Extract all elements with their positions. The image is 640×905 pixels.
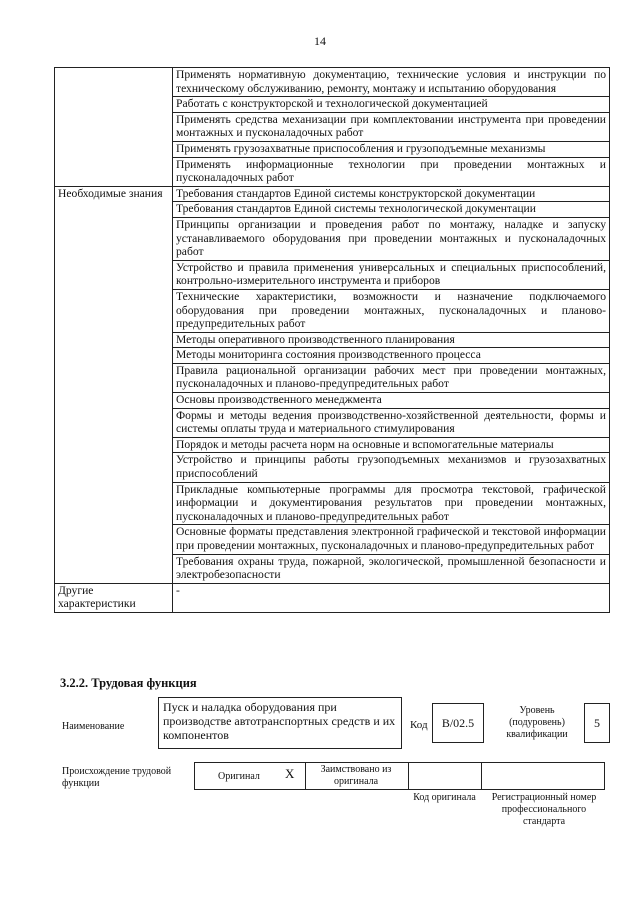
requirement-item: Формы и методы ведения производственно-хозяйственной деятельности, формы и системы оплаты труда и материального стимулирования	[173, 408, 610, 437]
requirement-item: -	[173, 583, 610, 612]
function-name-field: Пуск и наладка оборудования при производстве автотранспортных средств и их компонентов	[158, 697, 402, 749]
requirement-item: Основы производственного менеджмента	[173, 393, 610, 409]
row-category-label	[55, 68, 173, 187]
borrowed-label: Заимствовано из оригинала	[320, 764, 392, 787]
origin-label: Происхождение трудовой функции	[62, 766, 172, 789]
name-label: Наименование	[62, 721, 125, 732]
table-row	[55, 186, 610, 202]
origin-divider-3	[481, 762, 482, 790]
table-row	[55, 68, 610, 97]
row-category-label: Другие характеристики	[55, 583, 173, 612]
table-row	[55, 583, 610, 612]
page-number: 14	[314, 34, 326, 48]
requirement-item: Работать с конструкторской и технологической документацией	[173, 97, 610, 113]
requirement-item: Технические характеристики, возможности и назначение подключаемого оборудования при проведении монтажных, пусконаладочных и планово-предупредительных работ	[173, 289, 610, 332]
original-label: Оригинал	[218, 771, 260, 782]
code-label: Код	[410, 719, 428, 731]
requirement-item: Прикладные компьютерные программы для просмотра текстовой, графической информации и документирования результатов при проведении монтажных, пусконаладочных и планово-предупредительных работ	[173, 482, 610, 525]
requirement-item: Методы оперативного производственного планирования	[173, 332, 610, 348]
row-category-label: Необходимые знания	[55, 186, 173, 583]
requirement-item: Устройство и принципы работы грузоподъемных механизмов и грузозахватных приспособлений	[173, 453, 610, 482]
requirement-item: Требования охраны труда, пожарной, экологической, промышленной безопасности и электробезопасности	[173, 554, 610, 583]
qualification-level-label: Уровень (подуровень) квалификации	[506, 705, 568, 740]
requirement-item: Методы мониторинга состояния производственного процесса	[173, 348, 610, 364]
origin-divider-1	[305, 762, 306, 790]
qualification-level-field: 5	[584, 703, 610, 743]
requirement-item: Принципы организации и проведения работ по монтажу, наладке и запуску устанавливаемого оборудования при проведении монтажных и пусконаладочных работ	[173, 217, 610, 260]
requirement-item: Устройство и правила применения универсальных и специальных приспособлений, контрольно-измерительного инструмента и приборов	[173, 260, 610, 289]
requirement-item: Применять грузозахватные приспособления и грузоподъемные механизмы	[173, 141, 610, 157]
knowledge-skills-table	[54, 67, 610, 613]
requirement-item: Правила рациональной организации рабочих мест при проведении монтажных, пусконаладочных и планово-предупредительных работ	[173, 363, 610, 392]
original-mark: X	[285, 766, 295, 781]
requirement-item: Основные форматы представления электронной графической и текстовой информации при проведении монтажных, пусконаладочных и планово-предупредительных работ	[173, 525, 610, 554]
code-field: B/02.5	[432, 703, 484, 743]
requirement-item: Требования стандартов Единой системы конструкторской документации	[173, 186, 610, 202]
requirement-item: Применять средства механизации при комплектовании инструмента при проведении монтажных и пусконаладочных работ	[173, 112, 610, 141]
requirement-item: Применять информационные технологии при проведении монтажных и пусконаладочных работ	[173, 157, 610, 186]
reg-number-label: Регистрационный номер профессионального стандарта	[491, 792, 597, 827]
requirement-item: Порядок и методы расчета норм на основные и вспомогательные материалы	[173, 437, 610, 453]
requirement-item: Требования стандартов Единой системы технологической документации	[173, 202, 610, 218]
code-original-label: Код оригинала	[413, 792, 476, 803]
requirement-item: Применять нормативную документацию, технические условия и инструкции по техническому обслуживанию, ремонту, монтажу и испытанию оборудования	[173, 68, 610, 97]
origin-divider-2	[408, 762, 409, 790]
section-title: 3.2.2. Трудовая функция	[60, 676, 197, 690]
